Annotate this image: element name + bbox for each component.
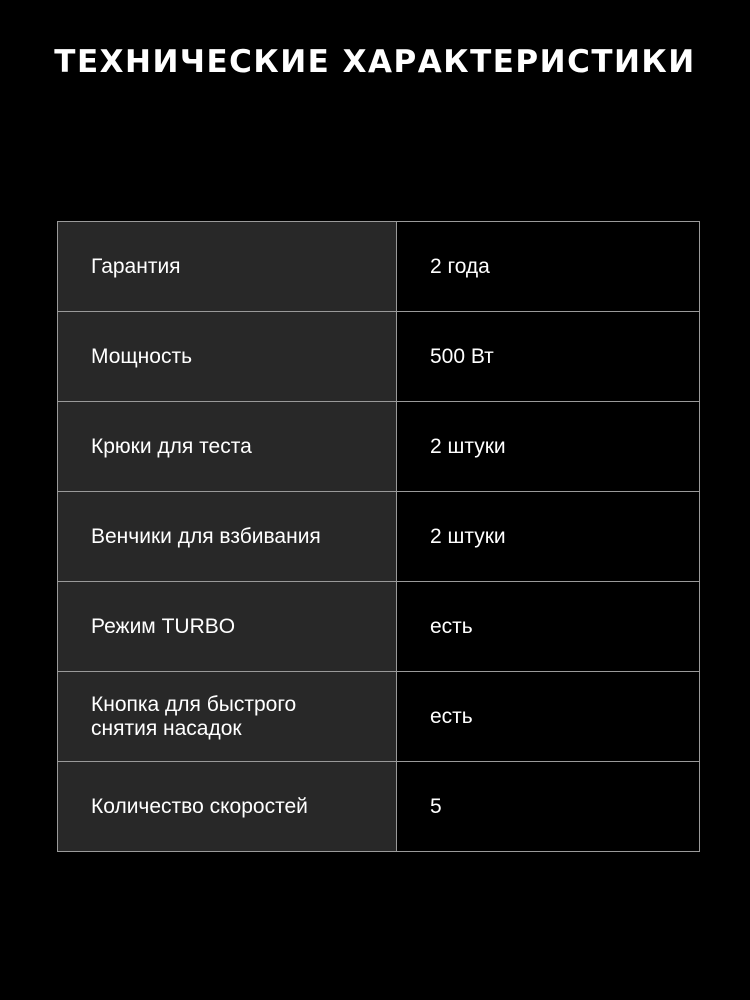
spec-value-turbo-mode: есть [397,582,700,672]
table-row [58,762,700,852]
spec-label-turbo-mode: Режим TURBO [58,582,397,672]
spec-value-whisks: 2 штуки [397,492,700,582]
spec-value-power: 500 Вт [397,312,700,402]
spec-label-warranty: Гарантия [58,222,397,312]
spec-label-whisks: Венчики для взбивания [58,492,397,582]
spec-label-dough-hooks: Крюки для теста [58,402,397,492]
spec-value-dough-hooks: 2 штуки [397,402,700,492]
table-row [58,582,700,672]
spec-value-quick-release: есть [397,672,700,762]
spec-label-power: Мощность [58,312,397,402]
table-row [58,312,700,402]
spec-value-warranty: 2 года [397,222,700,312]
spec-label-speeds: Количество скоростей [58,762,397,852]
table-row [58,672,700,762]
table-row [58,222,700,312]
table-row [58,402,700,492]
spec-label-quick-release: Кнопка для быстрого снятия насадок [58,672,397,762]
specs-table [57,221,700,852]
page-title: ТЕХНИЧЕСКИЕ ХАРАКТЕРИСТИКИ [54,44,696,80]
spec-value-speeds: 5 [397,762,700,852]
table-row [58,492,700,582]
